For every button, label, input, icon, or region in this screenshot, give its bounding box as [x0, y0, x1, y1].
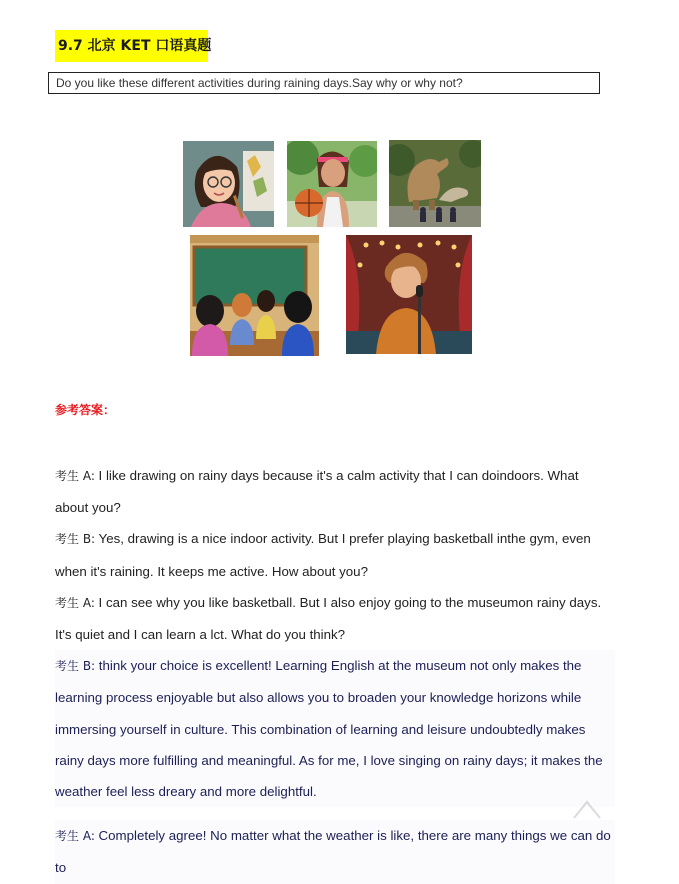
dialog-turn: [55, 820, 615, 883]
dinosaur-museum-image: [389, 140, 481, 227]
dialog-text: I like drawing on rainy days because it's a calm activity that I can doindoors. What about you?: [55, 468, 579, 516]
question-box: Do you like these different activities during raining days.Say why or why not?: [48, 72, 600, 94]
speaker-label: 考生 A:: [55, 595, 95, 610]
dialog-turn: [55, 587, 615, 650]
dialog-turn: [55, 460, 615, 523]
page-title: 9.7 北京 KET 口语真题: [55, 30, 208, 62]
speaker-label: 考生 B:: [55, 532, 96, 547]
boy-singing-image: [346, 235, 472, 354]
speaker-label: 考生 B:: [55, 659, 96, 674]
girl-painting-image: [183, 141, 274, 227]
dialog-section: [55, 460, 615, 884]
girl-basketball-image: [287, 141, 377, 227]
dialog-turn: [55, 523, 615, 586]
classroom-image: [190, 235, 319, 356]
dialog-text: think your choice is excellent! Learning English at the museum not only makes the learning process enjoyable but also allows you to broaden your knowledge horizons while immersing yourself in culture. This combination of learning and leisure undoubtedly makes rainy days more fulfilling and meaningful. As for me, I love singing on rainy days; it makes the weather feel less dreary and more delightful.: [55, 658, 603, 800]
watermark-icon: [572, 798, 602, 822]
dialog-turn: [55, 650, 615, 807]
speaker-label: 考生 A:: [55, 469, 95, 483]
reference-answer-label: 参考答案：: [55, 403, 116, 417]
speaker-label: 考生 A:: [55, 829, 95, 844]
dialog-text: I can see why you like basketball. But I also enjoy going to the museumon rainy days. It's quiet and I can learn a lct. What do you think?: [55, 594, 602, 643]
dialog-text: Completely agree! No matter what the weather is like, there are many things we can do to: [55, 828, 611, 876]
dialog-text: Yes, drawing is a nice indoor activity. But I prefer playing basketball inthe gym, even when it's raining. It keeps me active. How about you?: [55, 531, 591, 579]
